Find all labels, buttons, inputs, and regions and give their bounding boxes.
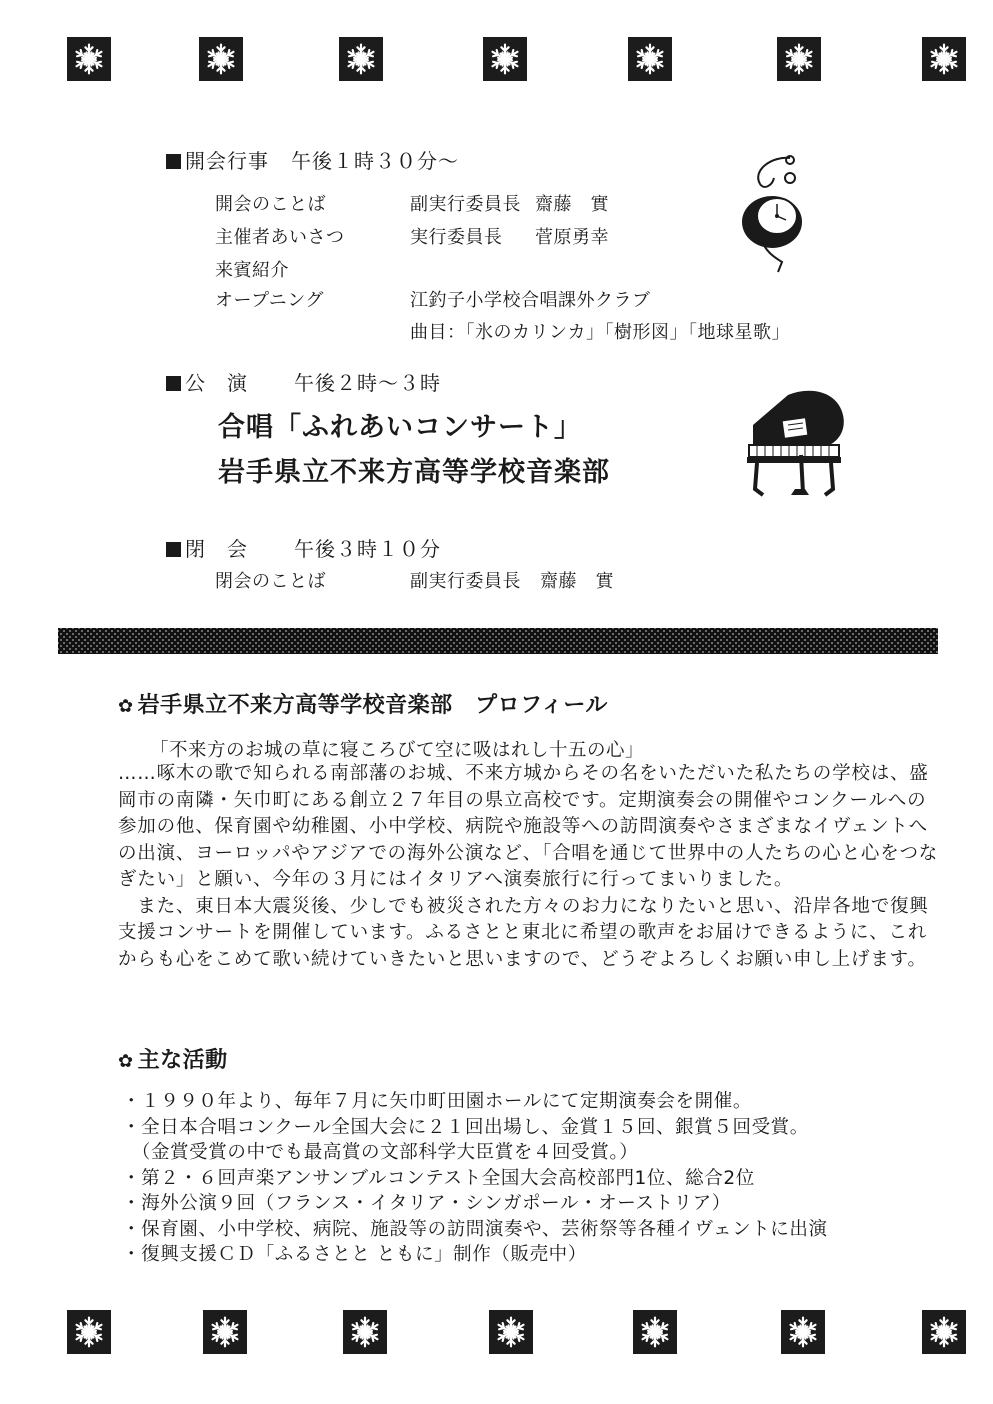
list-item: ・全日本合唱コンクール全国大会に２１回出場し、金賞１５回、銀賞５回受賞。 bbox=[122, 1116, 809, 1138]
top-snowflake-border bbox=[0, 37, 993, 83]
list-item: ・第２・６回声楽アンサンブルコンテスト全国大会高校部門1位、総合2位 bbox=[122, 1167, 755, 1189]
snowflake-icon bbox=[67, 1310, 111, 1354]
snowflake-icon bbox=[777, 37, 821, 81]
activities-heading-text: 主な活動 bbox=[137, 1048, 228, 1073]
snowflake-icon bbox=[633, 1310, 677, 1354]
opening-row bbox=[215, 286, 651, 312]
opening-heading: 開会行事 bbox=[185, 149, 269, 173]
profile-poem: 「不来方のお城の草に寝ころびて空に吸はれし十五の心」 bbox=[150, 740, 645, 761]
snowflake-icon bbox=[489, 1310, 533, 1354]
performance-title: 合唱「ふれあいコンサート」 bbox=[218, 412, 582, 443]
snowflake-icon bbox=[343, 1310, 387, 1354]
snowflake-icon bbox=[922, 37, 966, 81]
profile-body bbox=[118, 761, 943, 973]
bottom-snowflake-border bbox=[0, 1310, 993, 1356]
square-bullet-icon bbox=[166, 542, 181, 557]
performance-heading: 公 演 bbox=[185, 371, 248, 395]
snowflake-icon bbox=[339, 37, 383, 81]
closing-row bbox=[215, 567, 614, 593]
row-name: 齋藤 實 bbox=[535, 194, 609, 215]
row-item: オープニング bbox=[215, 290, 324, 311]
closing-heading: 閉 会 bbox=[185, 537, 248, 561]
performance-performer: 岩手県立不来方高等学校音楽部 bbox=[218, 457, 610, 488]
list-item: （金賞受賞の中でも最高賞の文部科学大臣賞を４回受賞。） bbox=[122, 1142, 639, 1163]
opening-time: 午後１時３０分～ bbox=[291, 149, 459, 173]
row-role: 副実行委員長 bbox=[410, 571, 521, 592]
row-name: 菅原勇幸 bbox=[535, 227, 609, 248]
snowflake-icon bbox=[67, 37, 111, 81]
grand-piano-illustration bbox=[743, 385, 853, 503]
opening-row bbox=[215, 256, 289, 282]
activities-list bbox=[122, 1089, 942, 1268]
closing-time: 午後３時１０分 bbox=[294, 537, 441, 561]
snowflake-icon bbox=[199, 37, 243, 81]
performance-time: 午後２時～３時 bbox=[294, 371, 441, 395]
profile-paragraph: また、東日本大震災後、少しでも被災された方々のお力になりたいと思い、沿岸各地で復興支援コンサートを開催しています。ふるさとと東北に希望の歌声をお届けできるように、これからも心をこめて歌い続けていきたいと思いますので、どうぞよろしくお願い申し上げます。 bbox=[118, 895, 929, 970]
square-bullet-icon bbox=[166, 376, 181, 391]
row-item: 主催者あいさつ bbox=[215, 227, 345, 248]
list-item: ・復興支援ＣＤ「ふるさとと ともに」制作（販売中） bbox=[122, 1244, 587, 1265]
snowflake-icon bbox=[628, 37, 672, 81]
flower-bullet-icon: ✿ bbox=[118, 696, 134, 717]
profile-heading bbox=[118, 688, 608, 719]
snowflake-icon bbox=[483, 37, 527, 81]
dotted-divider bbox=[58, 628, 938, 654]
row-item: 来賓紹介 bbox=[215, 260, 289, 281]
snowflake-icon bbox=[203, 1310, 247, 1354]
profile-paragraph: ……啄木の歌で知られる南部藩のお城、不来方城からその名をいただいた私たちの学校は、盛岡市の南隣・矢巾町にある創立２７年目の県立高校です。定期演奏会の開催やコンクールへの参加の他、保育園や幼稚園、小中学校、病院や施設等への訪問演奏やさまざまなイヴェントへの出演、ヨーロッパやアジアでの海外公演など、「合唱を通じて世界中の人たちの心と心をつなぎたい」と願い、今年の３月にはイタリアへ演奏旅行に行ってまいりました。 bbox=[118, 763, 939, 890]
row-item: 開会のことば bbox=[215, 194, 326, 215]
row-name: 齋藤 實 bbox=[540, 571, 614, 592]
list-item: ・１９９０年より、毎年７月に矢巾町田園ホールにて定期演奏会を開催。 bbox=[122, 1091, 752, 1112]
opening-songs: 曲目：「氷のカリンカ」「樹形図」「地球星歌」 bbox=[410, 322, 790, 343]
row-role: 副実行委員長 bbox=[410, 194, 521, 215]
opening-row bbox=[215, 223, 609, 249]
list-item: ・保育園、小中学校、病院、施設等の訪問演奏や、芸術祭等各種イヴェントに出演 bbox=[122, 1218, 828, 1240]
profile-heading-text: 岩手県立不来方高等学校音楽部 プロフィール bbox=[137, 693, 608, 718]
opening-section-heading bbox=[166, 145, 459, 174]
row-role: 実行委員長 bbox=[410, 227, 503, 248]
pocket-watch-illustration bbox=[732, 150, 812, 275]
snowflake-icon bbox=[781, 1310, 825, 1354]
activities-heading bbox=[118, 1043, 228, 1074]
row-role: 江釣子小学校合唱課外クラブ bbox=[410, 290, 651, 311]
snowflake-icon bbox=[922, 1310, 966, 1354]
square-bullet-icon bbox=[166, 154, 181, 169]
row-item: 閉会のことば bbox=[215, 571, 326, 592]
flower-bullet-icon: ✿ bbox=[118, 1051, 134, 1072]
opening-row bbox=[215, 190, 609, 216]
performance-section-heading bbox=[166, 367, 441, 396]
list-item: ・海外公演９回（フランス・イタリア・シンガポール・オーストリア） bbox=[122, 1193, 731, 1214]
closing-section-heading bbox=[166, 533, 441, 562]
